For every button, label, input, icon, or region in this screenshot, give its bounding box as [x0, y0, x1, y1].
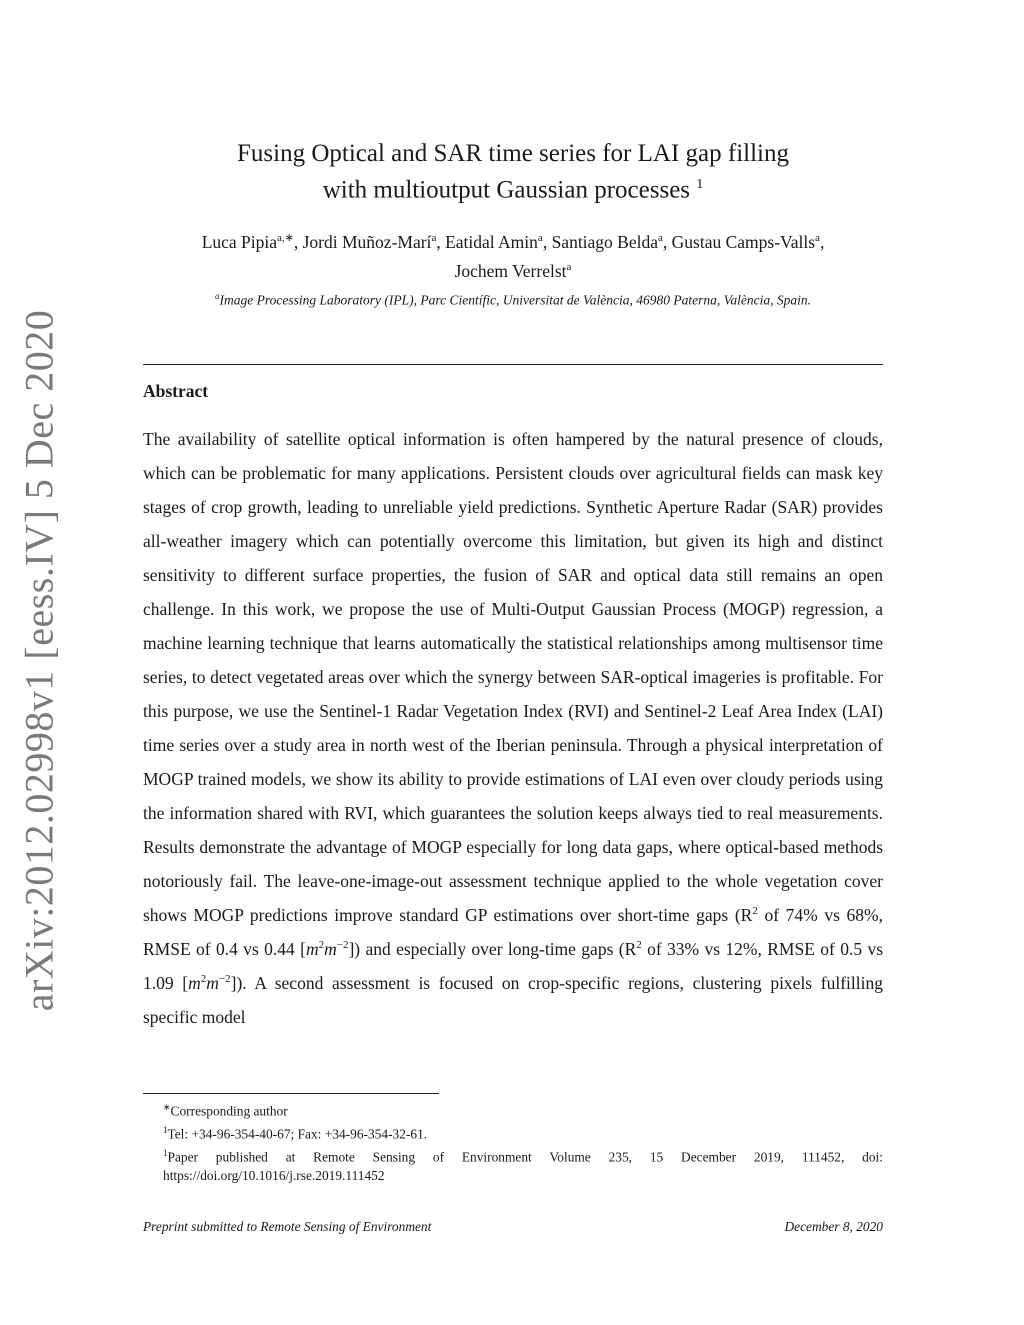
- footer-date: December 8, 2020: [784, 1219, 883, 1234]
- author-mark: a: [537, 232, 543, 244]
- author-name: Gustau Camps-Valls: [671, 231, 816, 252]
- abstract-top-rule: [143, 364, 883, 365]
- title-line-1: Fusing Optical and SAR time series for LAI gap filling: [236, 140, 789, 167]
- footer-preprint-note: Preprint submitted to Remote Sensing of Environment: [143, 1219, 432, 1234]
- affiliation-mark: a: [215, 291, 220, 301]
- author-mark: a,∗: [277, 232, 294, 244]
- author-list: [143, 226, 883, 284]
- author-mark: a: [658, 232, 663, 244]
- abstract-paragraph: The availability of satellite optical information is often hampered by the natural presence of clouds, which can be problematic for many applications. Persistent clouds over agricultural fields can mask key stages of crop growth, leading to unreliable yield predictions. Synthetic Aperture Radar (SAR) provides all-weather imagery which can potentially overcome this limitation, but given its high and distinct sensitivity to different surface properties, the fusion of SAR and optical data still remains an open challenge. In this work, we propose the use of Multi-Output Gaussian Process (MOGP) regression, a machine learning technique that learns automatically the statistical relationships among multisensor time series, to detect vegetated areas over which the synergy between SAR-optical imageries is profitable. For this purpose, we use the Sentinel-1 Radar Vegetation Index (RVI) and Sentinel-2 Leaf Area Index (LAI) time series over a study area in north west of the Iberian peninsula. Through a physical interpretation of MOGP trained models, we show its ability to provide estimations of LAI even over cloudy periods using the information shared with RVI, which guarantees the solution keeps always tied to real measurements. Results demonstrate the advantage of MOGP especially for long data gaps, where optical-based methods notoriously fail. The leave-one-image-out assessment technique applied to the whole vegetation cover shows MOGP predictions improve standard GP estimations over short-time gaps ($R^2$ of 74% vs 68%, RMSE of 0.4 vs 0.44 $[m^2m^{-2}]$) and especially over long-time gaps ($R^2$ of 33% vs 12%, RMSE of 0.5 vs 1.09 $[m^2m^{-2}]$). A second assessment is focused on crop-specific regions, clustering pixels fulfilling specific model: [143, 429, 884, 1027]
- paper-title: [143, 138, 883, 205]
- author-line-2: [143, 255, 883, 284]
- footnote-corresponding: ∗Corresponding author: [163, 1102, 288, 1119]
- abstract-heading: Abstract: [143, 381, 209, 401]
- footnote-contact: $^1$Tel: +34-96-354-40-67; Fax: +34-96-354-32-61.: [163, 1124, 428, 1142]
- author-name: Jordi Muñoz-Marí: [302, 231, 432, 252]
- footnote-publication: $^1$Paper published at Remote Sensing of Environment Volume 235, 15 December 2019, 111452, doi: https://doi.org/10.1016/j.rse.2019.111452: [163, 1147, 883, 1183]
- author-name: Luca Pipia: [201, 231, 278, 252]
- arxiv-id: arXiv:2012.02998v1 [eess.IV] 5 Dec 2020: [16, 309, 62, 1011]
- author-name: Jochem Verrelst: [454, 260, 567, 281]
- title-footnote-mark: 1: [696, 177, 704, 192]
- author-mark: a: [431, 232, 437, 244]
- author-name: Eatidal Amin: [445, 231, 538, 252]
- page-footer: [143, 1219, 883, 1235]
- author-mark: a: [566, 260, 572, 273]
- footnotes: [143, 1098, 883, 1185]
- author-mark: a: [815, 232, 820, 244]
- footnote-rule: [143, 1093, 439, 1094]
- title-line-2: with multioutput Gaussian processes $^1$: [322, 176, 704, 204]
- abstract-body: [143, 422, 883, 1034]
- affiliation-text: Image Processing Laboratory (IPL), Parc Científic, Universitat de València, 46980 Paterna, València, Spain.: [219, 292, 811, 308]
- author-line-1: Luca Pipia$^{a,∗}$, Jordi Muñoz-Marí$^a$, Eatidal Amin$^a$, Santiago Belda$^a$, Gustau Camps-Valls$^a$,: [201, 231, 825, 252]
- arxiv-side-stamp: [10, 309, 68, 1011]
- affiliation: [143, 287, 883, 310]
- author-name: Santiago Belda: [551, 231, 658, 252]
